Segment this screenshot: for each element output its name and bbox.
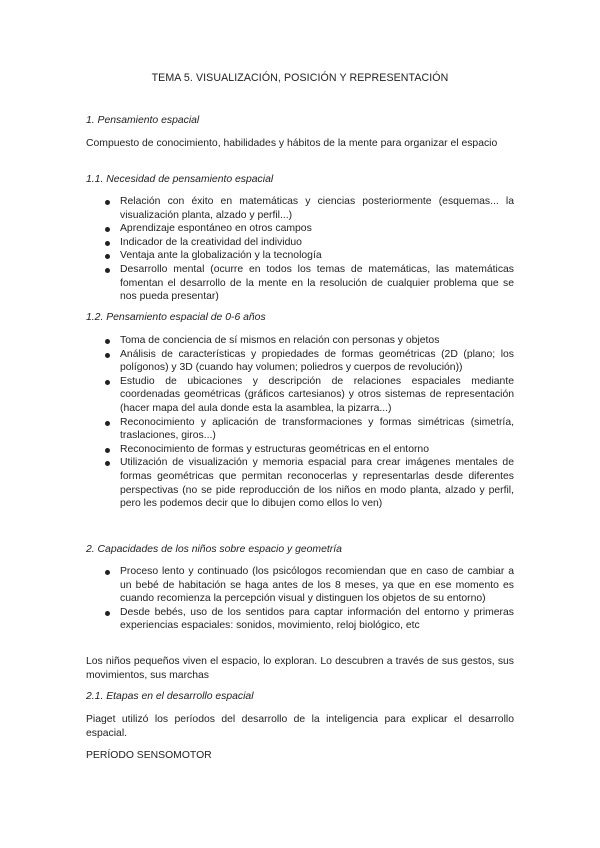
section-2-1-paragraph: Piaget utilizó los períodos del desarrollo de la inteligencia para explicar el desarrollo espacial. — [86, 714, 514, 739]
section-1-2-list — [86, 334, 514, 511]
list-item: Ventaja ante la globalización y la tecnología — [86, 249, 514, 263]
section-1-2-heading: 1.2. Pensamiento espacial de 0-6 años — [86, 312, 266, 323]
page-title: TEMA 5. VISUALIZACIÓN, POSICIÓN Y REPRESENTACIÓN — [151, 72, 449, 84]
section-1-1-list — [86, 195, 514, 304]
list-item: Reconocimiento y aplicación de transformaciones y formas simétricas (simetría, traslaciones, giros...) — [86, 416, 514, 443]
section-1-intro: Compuesto de conocimiento, habilidades y hábitos de la mente para organizar el espacio — [86, 138, 498, 149]
section-2-1-heading: 2.1. Etapas en el desarrollo espacial — [86, 691, 254, 702]
section-2-heading: 2. Capacidades de los niños sobre espacio y geometría — [86, 544, 342, 555]
list-item: Utilización de visualización y memoria espacial para crear imágenes mentales de formas geométricas que permitan reconocerlas y representarlas desde diferentes perspectivas (no se pide reproducción de los niños en modo planta, alzado y perfil, pero les podemos decir que lo dibujen como ellos lo ven) — [86, 456, 514, 510]
list-item: Toma de conciencia de sí mismos en relación con personas y objetos — [86, 334, 514, 348]
list-item: Desde bebés, uso de los sentidos para captar información del entorno y primeras experiencias espaciales: sonidos, movimiento, reloj biológico, etc — [86, 606, 514, 633]
section-1-heading: 1. Pensamiento espacial — [86, 115, 200, 126]
period-label: PERÍODO SENSOMOTOR — [86, 750, 212, 761]
list-item: Indicador de la creatividad del individuo — [86, 236, 514, 250]
section-2-list — [86, 565, 514, 633]
list-item: Proceso lento y continuado (los psicólogos recomiendan que en caso de cambiar a un bebé de habitación se haga antes de los 8 meses, ya que en ese momento es cuando recomienza la percepción visual y distinguen los objetos de su entorno) — [86, 565, 514, 606]
list-item: Desarrollo mental (ocurre en todos los temas de matemáticas, las matemáticas fomentan el desarrollo de la mente en la resolución de cualquier problema que se nos pueda presentar) — [86, 263, 514, 304]
list-item: Análisis de características y propiedades de formas geométricas (2D (plano; los polígonos) y 3D (cuando hay volumen; poliedros y cuerpos de revolución)) — [86, 348, 514, 375]
list-item: Aprendizaje espontáneo en otros campos — [86, 222, 514, 236]
section-1-1-heading: 1.1. Necesidad de pensamiento espacial — [86, 174, 274, 185]
list-item: Relación con éxito en matemáticas y ciencias posteriormente (esquemas... la visualización planta, alzado y perfil...) — [86, 195, 514, 222]
section-2-paragraph: Los niños pequeños viven el espacio, lo exploran. Lo descubren a través de sus gestos, sus movimientos, sus marchas — [86, 656, 514, 681]
list-item: Estudio de ubicaciones y descripción de relaciones espaciales mediante coordenadas geométricas (gráficos cartesianos) y otros sistemas de representación (hacer mapa del aula donde esta la asamblea, la pizarra...) — [86, 375, 514, 416]
list-item: Reconocimiento de formas y estructuras geométricas en el entorno — [86, 443, 514, 457]
